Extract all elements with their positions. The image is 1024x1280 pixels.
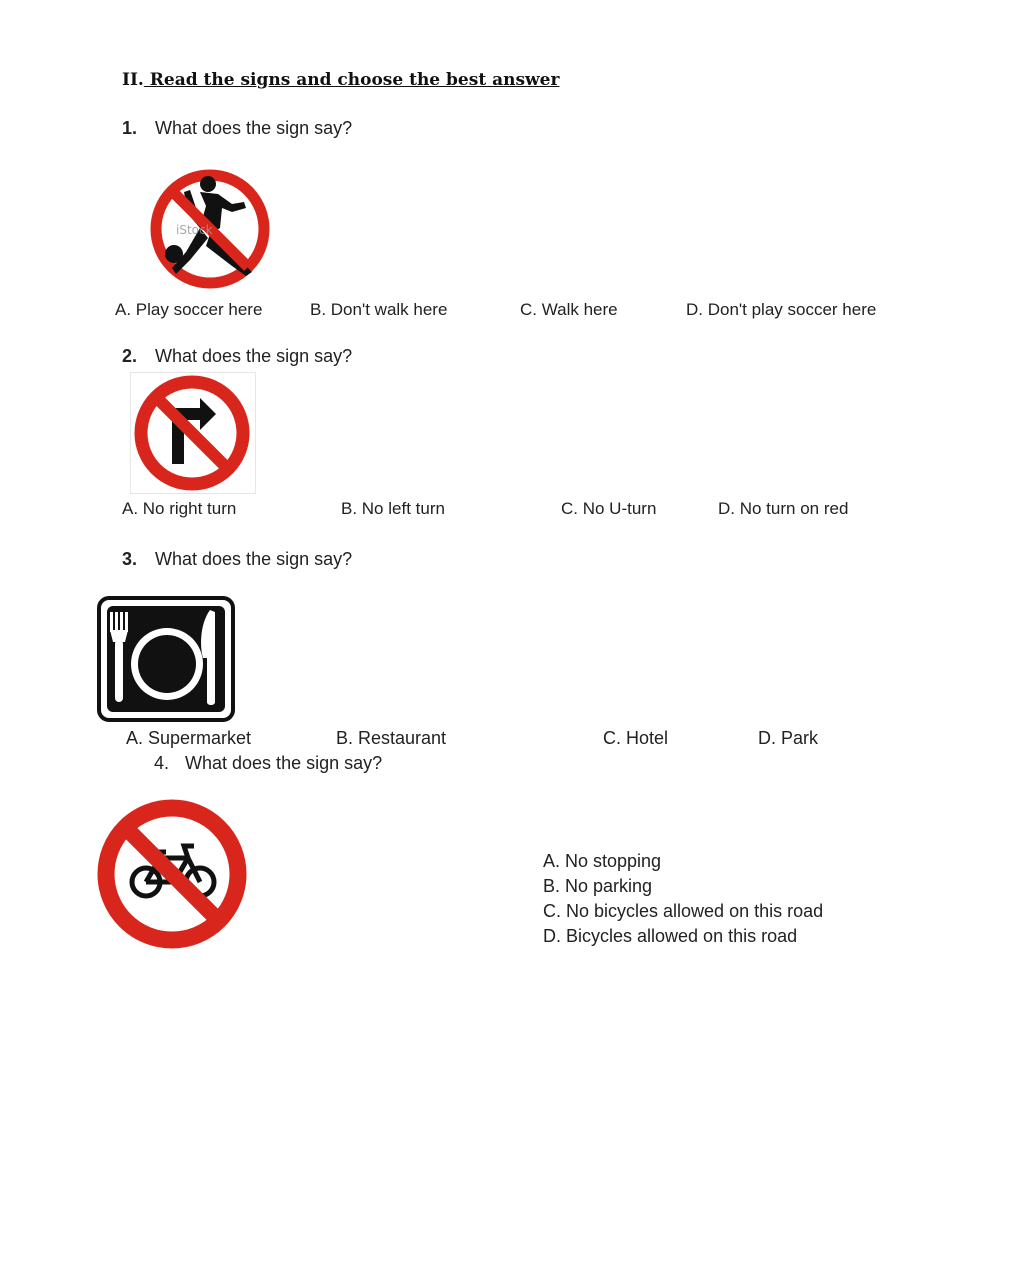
question-number: 3. (122, 549, 138, 569)
no-soccer-sign (148, 162, 272, 296)
q1-option-a[interactable]: A. Play soccer here (115, 300, 263, 319)
q4-option-d[interactable]: D. Bicycles allowed on this road (543, 926, 798, 946)
question-2-prompt (122, 346, 352, 367)
q3-option-c[interactable]: C. Hotel (603, 728, 669, 748)
section-title: Read the signs and choose the best answer (143, 70, 560, 90)
question-number: 4. (154, 753, 170, 773)
question-number: 2. (122, 346, 138, 366)
question-4-prompt (154, 753, 382, 774)
q2-option-a[interactable]: A. No right turn (122, 499, 237, 518)
q1-option-b[interactable]: B. Don't walk here (310, 300, 448, 319)
section-heading (122, 70, 559, 90)
q1-option-c[interactable]: C. Walk here (520, 300, 618, 319)
question-number: 1. (122, 118, 138, 138)
no-bicycles-sign (96, 796, 248, 952)
q4-option-a[interactable]: A. No stopping (543, 851, 662, 871)
q4-option-c[interactable]: C. No bicycles allowed on this road (543, 901, 824, 921)
question-1-prompt (122, 118, 352, 139)
question-text: What does the sign say? (155, 118, 353, 138)
q4-options (543, 849, 823, 949)
q3-option-a[interactable]: A. Supermarket (126, 728, 252, 748)
section-number: II. (122, 70, 144, 90)
watermark-text: iStock (176, 223, 213, 237)
q3-option-b[interactable]: B. Restaurant (336, 728, 447, 748)
q2-option-d[interactable]: D. No turn on red (718, 499, 849, 518)
question-3-prompt (122, 549, 352, 570)
q3-option-d[interactable]: D. Park (758, 728, 819, 748)
q2-option-b[interactable]: B. No left turn (341, 499, 445, 518)
q2-option-c[interactable]: C. No U-turn (561, 499, 657, 518)
question-text: What does the sign say? (185, 753, 383, 773)
restaurant-sign (97, 596, 235, 722)
q4-option-b[interactable]: B. No parking (543, 876, 653, 896)
question-text: What does the sign say? (155, 549, 353, 569)
question-text: What does the sign say? (155, 346, 353, 366)
q1-option-d[interactable]: D. Don't play soccer here (686, 300, 877, 319)
no-right-turn-sign (130, 372, 256, 494)
